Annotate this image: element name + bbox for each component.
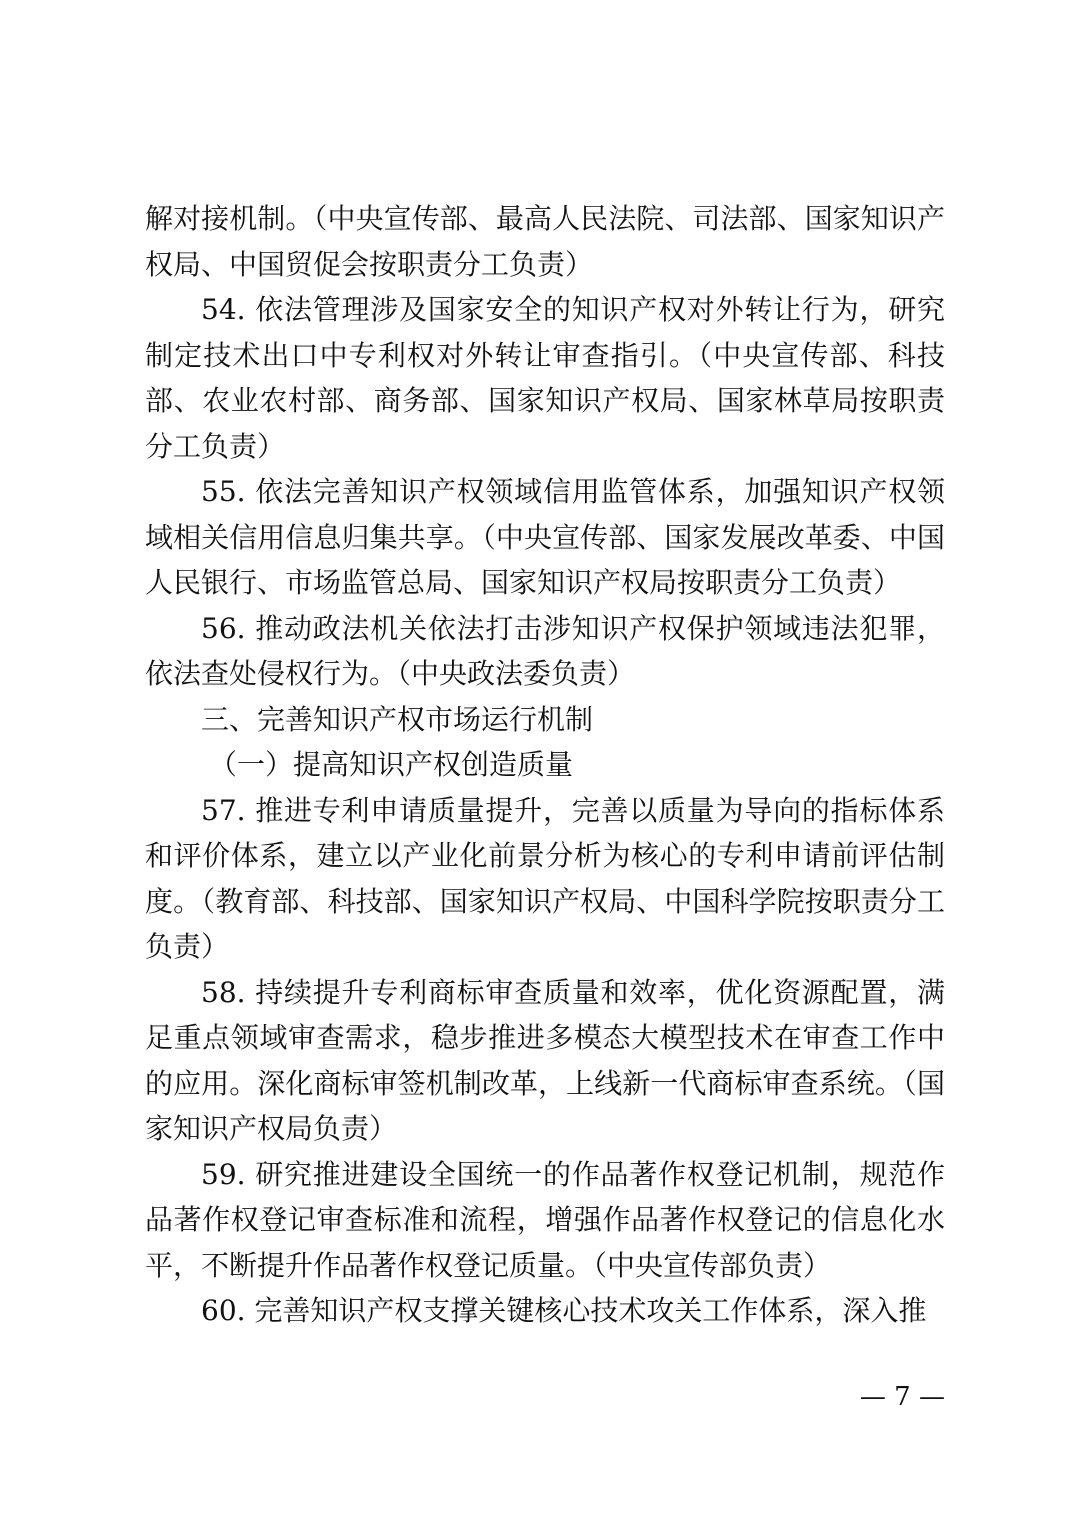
subsection-heading: （一）提高知识产权创造质量 [209,748,574,781]
list-item-58: 58. 持续提升专利商标审查质量和效率，优化资源配置，满足重点领域审查需求，稳步推进多模态大模型技术在审查工作中的应用。深化商标审签机制改革，上线新一代商标审查系统。（国家知识产权局负责） [145,975,945,1145]
list-item-60: 60. 完善知识产权支撑关键核心技术攻关工作体系，深入推 [201,1294,927,1327]
document-body [145,196,945,1334]
page-number: — 7 — [859,1382,945,1412]
section-heading: 三、完善知识产权市场运行机制 [201,702,594,736]
list-item-59: 59. 研究推进建设全国统一的作品著作权登记机制，规范作品著作权登记审查标准和流程，增强作品著作权登记的信息化水平，不断提升作品著作权登记质量。（中央宣传部负责） [145,1157,945,1282]
list-item-54: 54. 依法管理涉及国家安全的知识产权对外转让行为，研究制定技术出口中专利权对外转让审查指引。（中央宣传部、科技部、农业农村部、商务部、国家知识产权局、国家林草局按职责分工负责） [145,293,945,463]
list-item-57: 57. 推进专利申请质量提升，完善以质量为导向的指标体系和评价体系，建立以产业化前景分析为核心的专利申请前评估制度。（教育部、科技部、国家知识产权局、中国科学院按职责分工负责） [145,793,945,963]
paragraph-continuation: 解对接机制。（中央宣传部、最高人民法院、司法部、国家知识产权局、中国贸促会按职责分工负责） [145,202,945,281]
list-item-55: 55. 依法完善知识产权领域信用监管体系，加强知识产权领域相关信用信息归集共享。（中央宣传部、国家发展改革委、中国人民银行、市场监管总局、国家知识产权局按职责分工负责） [145,475,945,599]
list-item-56: 56. 推动政法机关依法打击涉知识产权保护领域违法犯罪，依法查处侵权行为。（中央政法委负责） [145,611,945,690]
